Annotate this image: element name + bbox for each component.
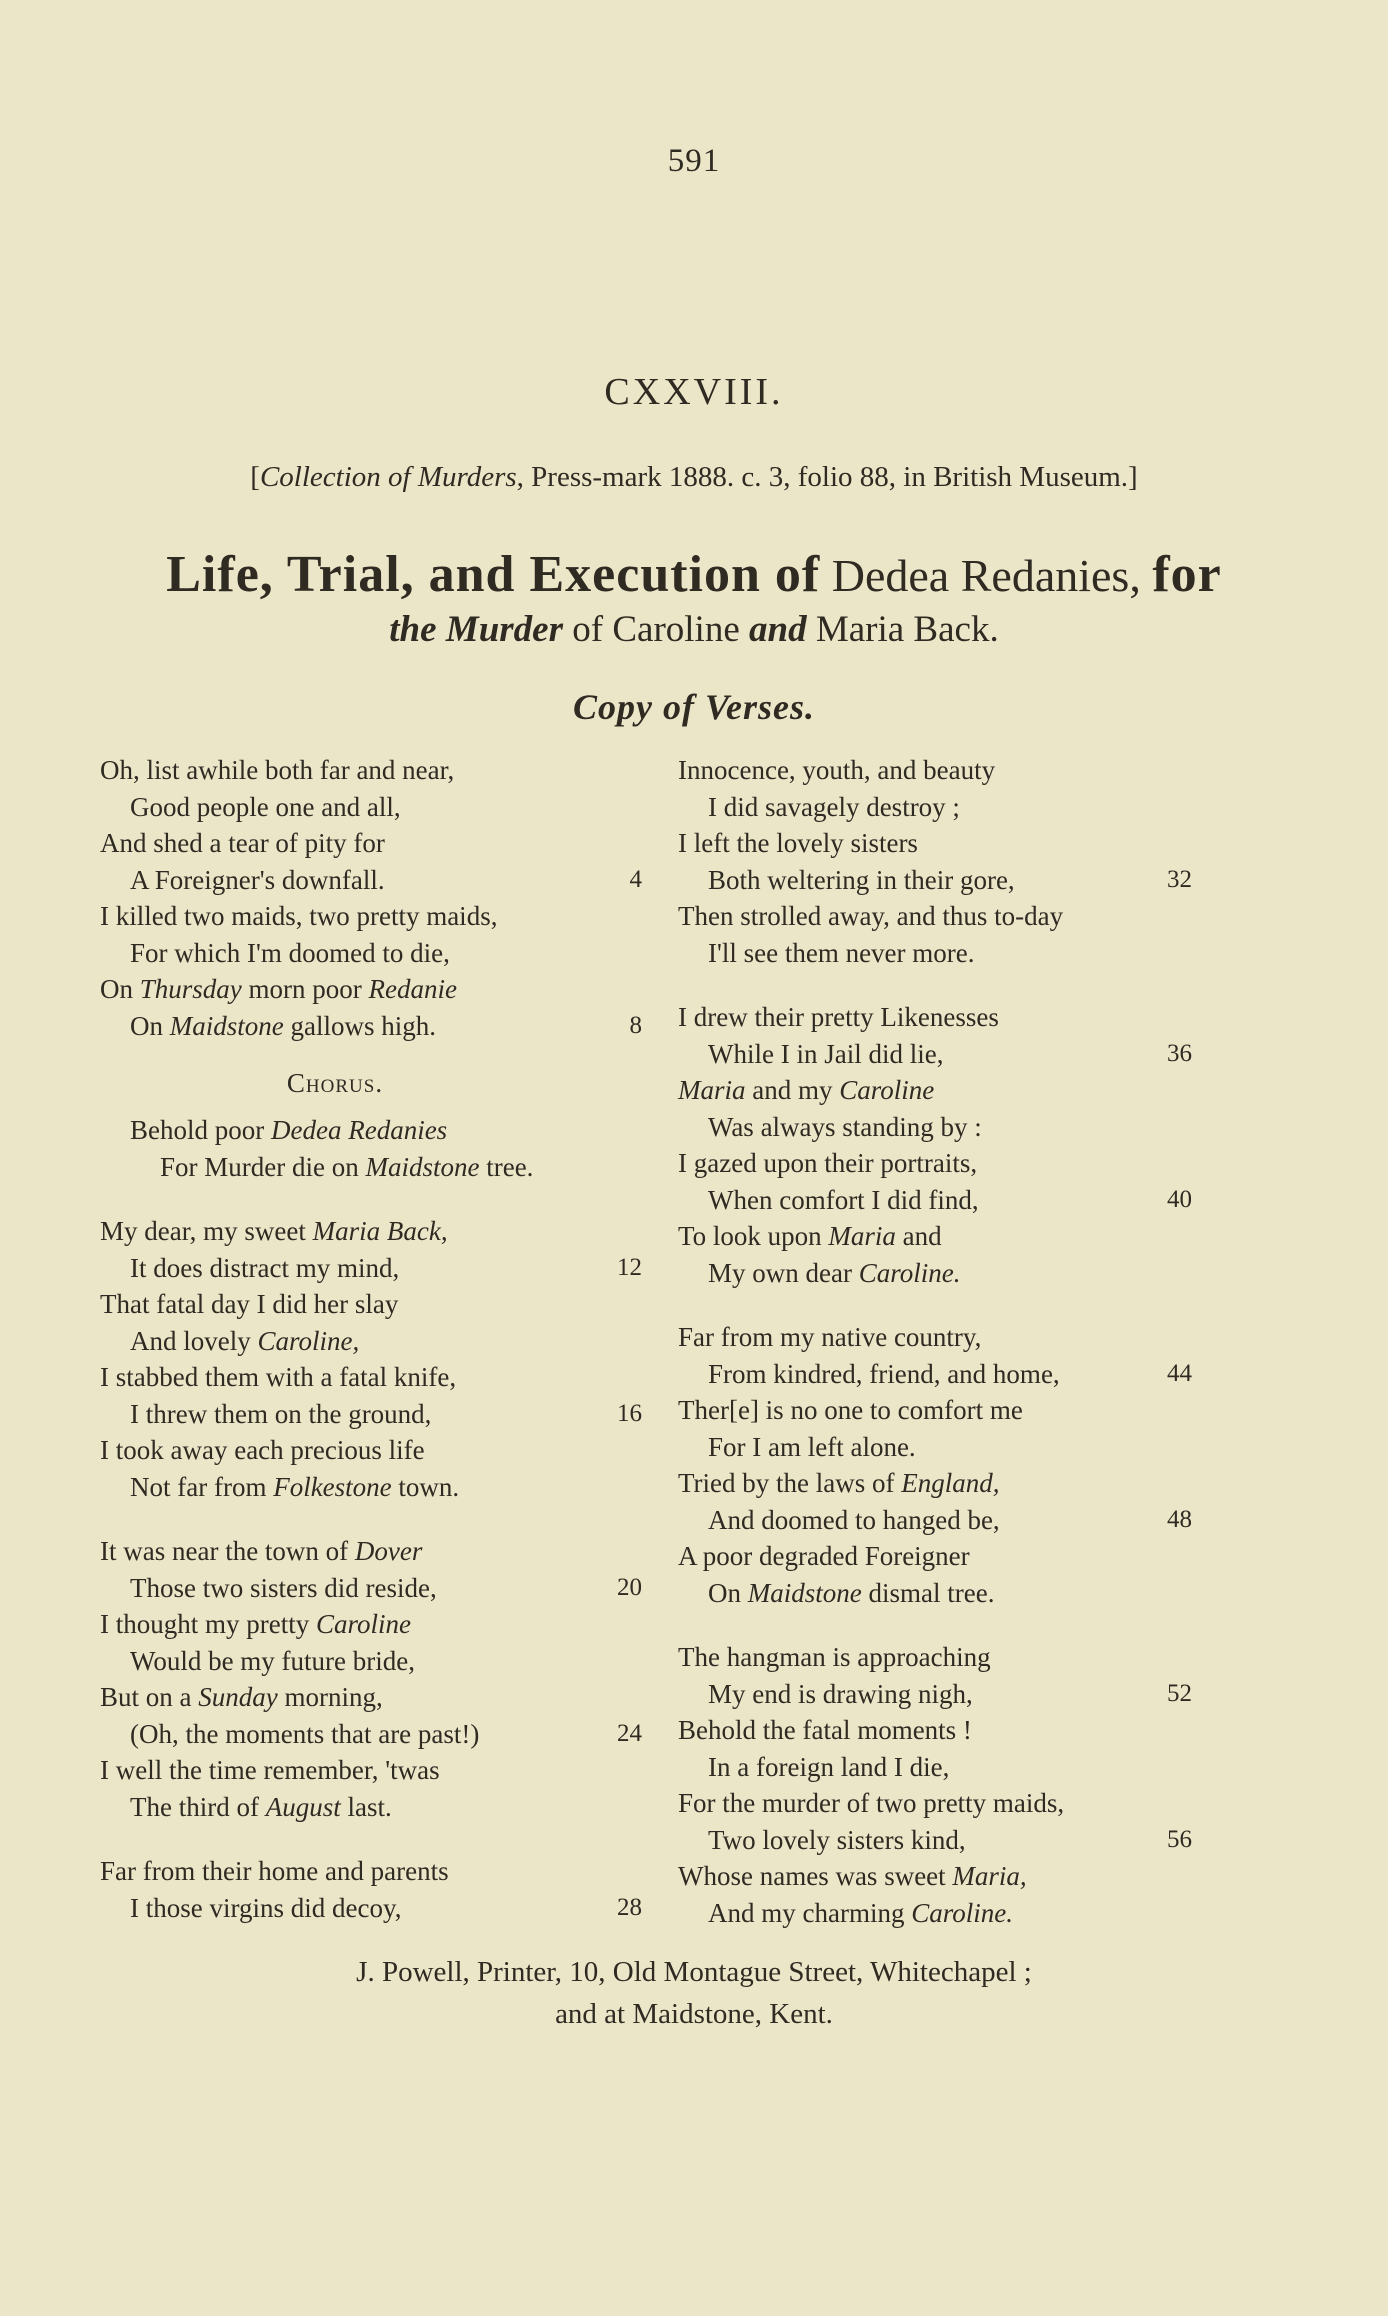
- title-name: Dedea Redanies,: [820, 550, 1153, 601]
- verse-line: [100, 1716, 640, 1753]
- verse-italic: Caroline,: [257, 1325, 360, 1356]
- verse-text: When comfort I did find,: [708, 1184, 979, 1215]
- verse-text: Whose names was sweet: [678, 1861, 953, 1891]
- page-number: 591: [667, 143, 721, 179]
- verse-line: [100, 1250, 640, 1287]
- verse-line: [678, 1182, 1208, 1219]
- verse-italic: Thursday: [139, 974, 242, 1004]
- verse-line: [100, 1789, 640, 1826]
- verse-text: For Murder die on: [160, 1151, 366, 1182]
- verse-line: [100, 1469, 640, 1506]
- verse-italic: Maidstone: [747, 1577, 862, 1608]
- verse-line: Far from their home and parents: [100, 1856, 449, 1886]
- verse-line: Ther[e] is no one to comfort me: [678, 1395, 1023, 1425]
- line-number: 20: [617, 1573, 642, 1601]
- chorus-heading: Chorus.: [286, 1068, 384, 1098]
- verse-text: From kindred, friend, and home,: [708, 1358, 1060, 1389]
- verse-text: On: [100, 974, 140, 1004]
- verse-italic: Caroline.: [911, 1897, 1013, 1928]
- subtitle-and: and: [749, 609, 807, 650]
- line-number: 16: [617, 1399, 642, 1427]
- verse-text: tree.: [479, 1151, 534, 1182]
- verse-italic: Maria: [828, 1221, 896, 1251]
- printer-imprint-line2: and at Maidstone, Kent.: [555, 1998, 833, 2030]
- verse-text: town.: [391, 1471, 460, 1502]
- verse-line: [100, 862, 640, 899]
- verse-text: dismal tree.: [861, 1577, 995, 1608]
- verse-italic: Caroline: [839, 1075, 935, 1105]
- verse-text: To look upon: [678, 1221, 829, 1251]
- source-rest: , Press-mark 1888. c. 3, folio 88, in British Museum.]: [516, 461, 1138, 493]
- verse-line: [678, 862, 1208, 899]
- line-number: 32: [1167, 865, 1192, 893]
- verse-italic: Redanie: [368, 974, 457, 1004]
- verse-line: [678, 1036, 1208, 1073]
- verse-line: [678, 1822, 1208, 1859]
- chorus-line: [100, 1112, 640, 1149]
- verse-text: Those two sisters did reside,: [130, 1572, 437, 1603]
- verse-line: [100, 1679, 640, 1716]
- verse-line: [678, 1676, 1208, 1713]
- verse-text: And my charming: [708, 1897, 912, 1928]
- verse-line: [678, 1465, 1208, 1502]
- source-note: [0, 461, 1388, 494]
- verse-italic: Maria,: [952, 1861, 1027, 1891]
- verse-line: [678, 1255, 1208, 1292]
- verse-italic: Maidstone: [169, 1010, 284, 1041]
- verse-line: I stabbed them with a fatal knife,: [100, 1362, 457, 1392]
- line-number: 36: [1167, 1039, 1192, 1067]
- verse-text: And lovely: [130, 1325, 258, 1356]
- line-number: 44: [1167, 1359, 1192, 1387]
- printer-imprint-line1: J. Powell, Printer, 10, Old Montague Street, Whitechapel ;: [356, 1956, 1032, 1988]
- line-number: 56: [1167, 1825, 1192, 1853]
- subtitle-of: of Caroline: [563, 609, 749, 650]
- verse-text: and: [895, 1221, 942, 1251]
- verse-text: (Oh, the moments that are past!): [130, 1718, 480, 1749]
- subtitle-maria: Maria Back.: [806, 609, 999, 650]
- verse-line: Oh, list awhile both far and near,: [100, 755, 455, 785]
- line-number: 40: [1167, 1185, 1192, 1213]
- verse-text: On: [708, 1577, 748, 1608]
- verse-line: [678, 1356, 1208, 1393]
- verse-text: Not far from: [130, 1471, 274, 1502]
- verse-line: Would be my future bride,: [130, 1645, 416, 1676]
- verse-text: morn poor: [241, 974, 369, 1004]
- chorus-line: [100, 1149, 640, 1186]
- verse-text: and my: [745, 1075, 840, 1105]
- verse-text: It was near the town of: [100, 1536, 355, 1566]
- verse-line: Behold the fatal moments !: [678, 1715, 972, 1745]
- line-number: 8: [629, 1011, 642, 1039]
- line-number: 28: [617, 1893, 642, 1921]
- verse-text: gallows high.: [283, 1010, 436, 1041]
- verse-italic: England,: [901, 1468, 1000, 1498]
- right-column: [678, 752, 1208, 1931]
- title-gothic: Life, Trial, and Execution of: [166, 546, 821, 603]
- verse-italic: Caroline.: [858, 1257, 961, 1288]
- verse-line: [100, 1606, 640, 1643]
- verse-text: I threw them on the ground,: [130, 1398, 432, 1429]
- verse-line: Then strolled away, and thus to-day: [678, 901, 1064, 931]
- verse-text: A Foreigner's downfall.: [130, 864, 385, 895]
- verse-line: And shed a tear of pity for: [100, 828, 385, 858]
- verse-line: [100, 1213, 640, 1250]
- section-number: CXXVIII.: [604, 371, 784, 413]
- line-number: 4: [629, 865, 642, 893]
- verse-line: [678, 1895, 1208, 1932]
- verse-italic: Dover: [354, 1536, 423, 1566]
- verse-line: A poor degraded Foreigner: [678, 1541, 970, 1571]
- line-number: 24: [617, 1719, 642, 1747]
- verse-line: That fatal day I did her slay: [100, 1289, 399, 1319]
- line-number: 48: [1167, 1505, 1192, 1533]
- verse-italic: Caroline: [315, 1609, 411, 1639]
- verse-line: [100, 1533, 640, 1570]
- verse-text: Behold poor: [130, 1115, 271, 1145]
- verse-text: Both weltering in their gore,: [708, 864, 1015, 895]
- source-bracket: [: [250, 461, 260, 493]
- verse-line: Far from my native country,: [678, 1322, 982, 1352]
- ballad-subtitle: [0, 608, 1388, 651]
- verse-line: [100, 1570, 640, 1607]
- verse-text: My dear, my sweet: [100, 1216, 313, 1246]
- verse-text: last.: [340, 1791, 392, 1822]
- verse-line: [100, 1323, 640, 1360]
- verse-line: The hangman is approaching: [678, 1642, 991, 1672]
- verse-line: I killed two maids, two pretty maids,: [100, 901, 498, 931]
- verse-line: [678, 1502, 1208, 1539]
- verse-italic: August: [265, 1791, 341, 1822]
- verse-text: But on a: [100, 1682, 199, 1712]
- verse-line: I'll see them never more.: [708, 937, 975, 968]
- line-number: 12: [617, 1253, 642, 1281]
- verse-line: For the murder of two pretty maids,: [678, 1788, 1065, 1818]
- verse-italic: Maria Back,: [312, 1216, 448, 1246]
- verse-line: I took away each precious life: [100, 1435, 425, 1465]
- verse-line: [678, 1072, 1208, 1109]
- verse-line: I left the lovely sisters: [678, 828, 918, 858]
- title-for: for: [1152, 546, 1222, 603]
- verse-line: Good people one and all,: [130, 791, 401, 822]
- verse-line: For I am left alone.: [708, 1431, 916, 1462]
- verse-line: I drew their pretty Likenesses: [678, 1002, 999, 1032]
- verse-line: I did savagely destroy ;: [708, 791, 960, 822]
- verse-line: [100, 1396, 640, 1433]
- verse-line: I gazed upon their portraits,: [678, 1148, 978, 1178]
- source-collection: Collection of Murders: [259, 461, 517, 493]
- verse-line: In a foreign land I die,: [708, 1751, 950, 1782]
- verse-text: I those virgins did decoy,: [130, 1892, 402, 1923]
- line-number: 52: [1167, 1679, 1192, 1707]
- verse-line: Was always standing by :: [708, 1111, 982, 1142]
- verse-text: And doomed to hanged be,: [708, 1504, 1000, 1535]
- verse-text: It does distract my mind,: [130, 1252, 400, 1283]
- verse-text: My own dear: [708, 1257, 859, 1288]
- verse-text: The third of: [130, 1791, 266, 1822]
- verse-line: For which I'm doomed to die,: [130, 937, 450, 968]
- verse-line: [100, 1890, 640, 1927]
- verse-line: Innocence, youth, and beauty: [678, 755, 996, 785]
- verse-line: [678, 1218, 1208, 1255]
- verse-text: Two lovely sisters kind,: [708, 1824, 966, 1855]
- verse-line: [100, 1008, 640, 1045]
- copy-of-verses-heading: Copy of Verses.: [573, 687, 815, 727]
- verse-text: I thought my pretty: [100, 1609, 316, 1639]
- verse-line: I well the time remember, 'twas: [100, 1755, 440, 1785]
- verse-italic: Sunday: [198, 1682, 278, 1712]
- verse-line: [100, 971, 640, 1008]
- ballad-title: [0, 545, 1388, 604]
- verse-italic: Dedea Redanies: [271, 1115, 448, 1145]
- verse-line: [678, 1575, 1208, 1612]
- subtitle-the-murder: the Murder: [389, 609, 564, 650]
- verse-text: morning,: [277, 1682, 383, 1712]
- verse-line: [678, 1858, 1208, 1895]
- verse-italic: Maidstone: [365, 1151, 480, 1182]
- verse-text: Tried by the laws of: [678, 1468, 902, 1498]
- left-column: [100, 752, 640, 1926]
- verse-text: While I in Jail did lie,: [708, 1038, 944, 1069]
- verse-text: My end is drawing nigh,: [708, 1678, 973, 1709]
- verse-italic: Maria: [678, 1075, 746, 1105]
- verse-text: On: [130, 1010, 170, 1041]
- verse-italic: Folkestone: [273, 1471, 392, 1502]
